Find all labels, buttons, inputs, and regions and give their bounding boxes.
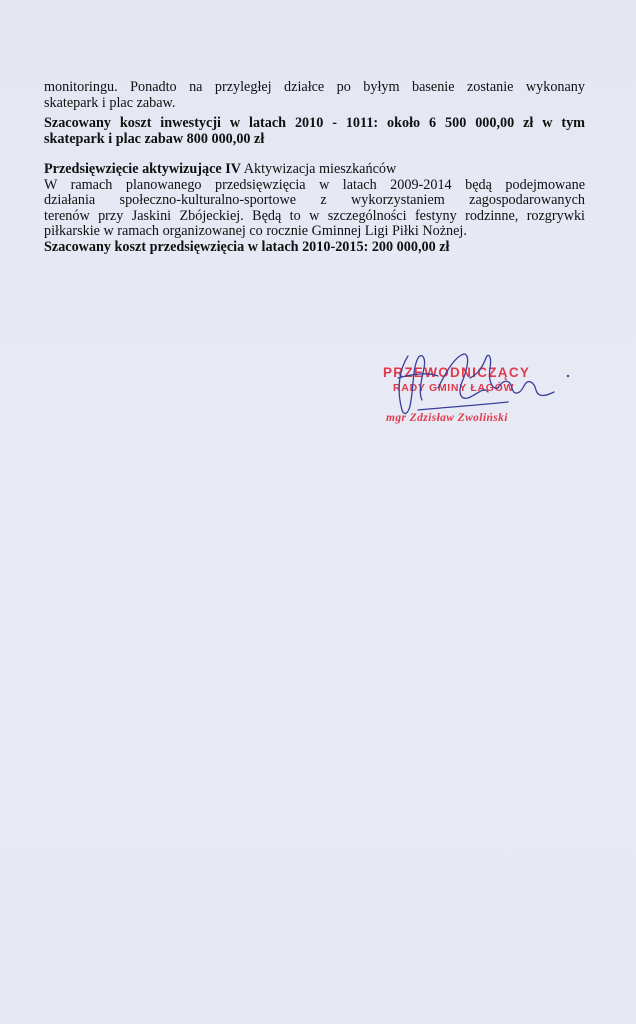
handwritten-signature [378,348,578,438]
text-line: terenów przy Jaskini Zbójeckiej. Będą to w szczególności festyny rodzinne, rozgrywki [44,207,585,224]
stamp-name: mgr Zdzisław Zwoliński [386,412,508,424]
stamp-council: RADY GMINY ŁAGÓW [393,382,515,394]
text-line: skatepark i plac zabaw 800 000,00 zł [44,130,265,147]
section-heading [44,162,585,178]
text-line: działania społeczno-kulturalno-sportowe z wykorzystaniem zagospodarowanych [44,192,585,209]
section-heading-rest: Aktywizacja mieszkańców [240,161,397,177]
section-heading-bold: Przedsięwzięcie aktywizujące IV [44,161,241,177]
text-line: skatepark i plac zabaw. [44,94,176,111]
cost-investment [44,116,585,147]
text-line: monitoringu. Ponadto na przyległej działce po byłym basenie zostanie wykonany [44,79,585,95]
stamp-title: PRZEWODNICZĄCY [383,365,531,380]
text-line: piłkarskie w ramach organizowanej co rocznie Gminnej Ligi Piłki Nożnej. [44,223,467,240]
section-activation [44,162,585,256]
text-line: W ramach planowanego przedsięwzięcia w latach 2009-2014 będą podejmowane [44,176,585,193]
text-line: Szacowany koszt inwestycji w latach 2010 - 1011: około 6 500 000,00 zł w tym [44,115,585,131]
paragraph-monitoring [44,80,585,111]
signature-stamp-area [378,348,578,438]
cost-project: Szacowany koszt przedsięwzięcia w latach 2010-2015: 200 000,00 zł [44,238,450,255]
